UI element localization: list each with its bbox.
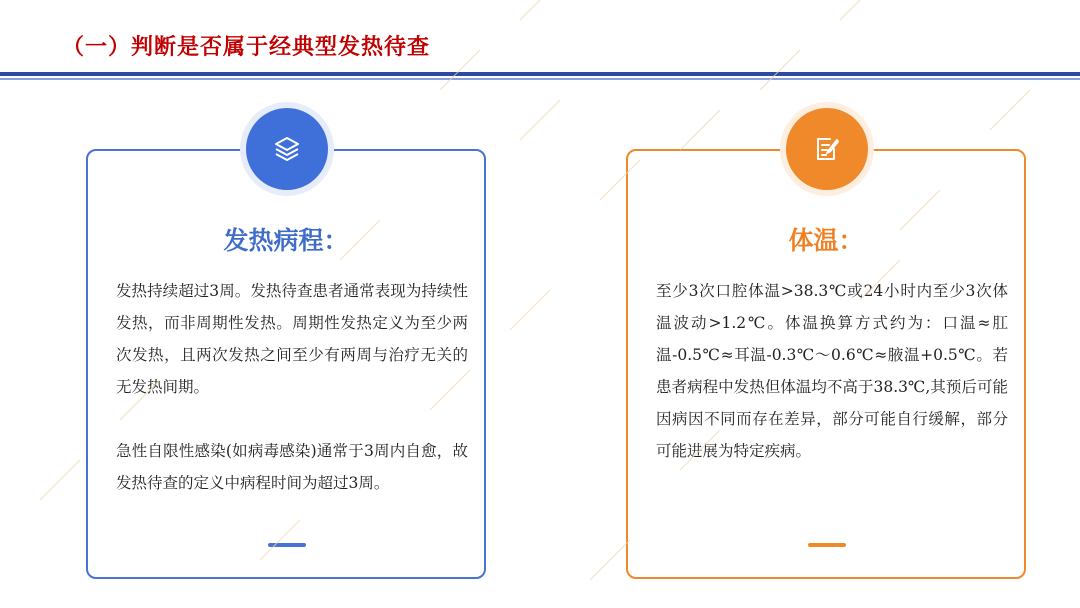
layers-icon (272, 134, 302, 164)
fever-duration-paragraph-1: 发热持续超过3周。发热待查患者通常表现为持续性发热，而非周期性发热。周期性发热定义为至少两次发热，且两次发热之间至少有两周与治疗无关的无发热间期。 (116, 282, 468, 396)
header-rule (0, 72, 1080, 76)
fever-duration-body (116, 275, 468, 499)
temperature-title: 体温： (788, 226, 864, 255)
layers-badge (246, 108, 328, 190)
fever-duration-card (86, 149, 486, 579)
temperature-paragraph-1: 至少3次口腔体温>38.3℃或24小时内至少3次体温波动>1.2℃。体温换算方式约为：口温≈肛温-0.5℃≈耳温-0.3℃～0.6℃≈腋温+0.5℃。若患者病程中发热但体温均不高于38.3℃,其预后可能因病因不同而存在差异，部分可能自行缓解，部分可能进展为特定疾病。 (656, 282, 1008, 460)
document-badge (786, 108, 868, 190)
fever-duration-title: 发热病程： (223, 226, 349, 255)
document-edit-icon (812, 134, 842, 164)
temperature-card (626, 149, 1026, 579)
card-accent-bar (268, 543, 306, 547)
fever-duration-paragraph-2: 急性自限性感染(如病毒感染)通常于3周内自愈，故发热待查的定义中病程时间为超过3周。 (116, 442, 468, 492)
card-accent-bar (808, 543, 846, 547)
header-rule-thin (0, 78, 1080, 80)
temperature-body (656, 275, 1008, 467)
page-title: （一）判断是否属于经典型发热待查 (62, 35, 431, 60)
